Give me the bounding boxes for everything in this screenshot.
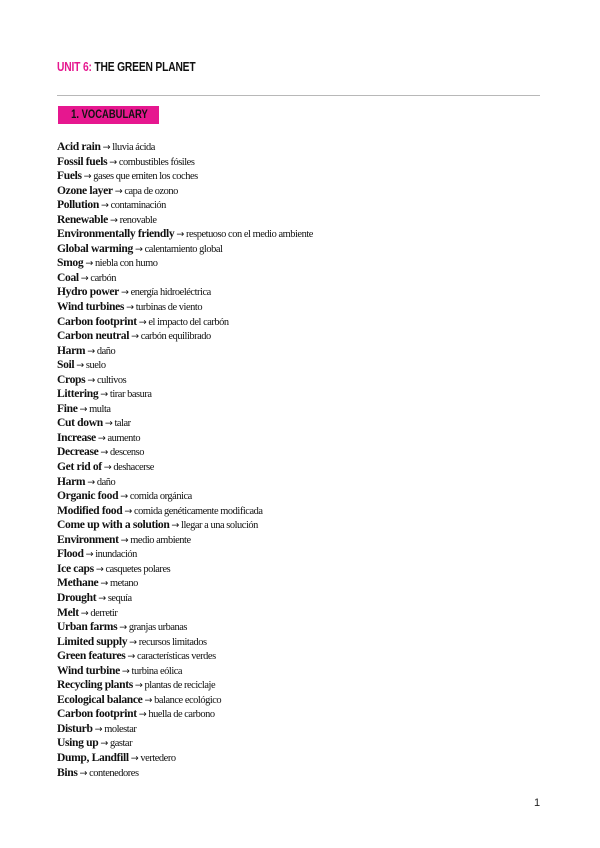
- vocab-term: Using up: [57, 736, 99, 750]
- vocab-term: Fine: [57, 401, 78, 415]
- vocab-term: Acid rain: [57, 140, 101, 153]
- arrow-icon: →: [100, 738, 108, 750]
- vocab-translation: lluvia ácida: [112, 142, 155, 153]
- arrow-icon: →: [124, 505, 132, 517]
- vocab-item: [57, 693, 547, 708]
- vocab-item: [57, 315, 547, 330]
- vocab-term: Come up with a solution: [57, 518, 170, 532]
- vocab-item: [57, 431, 547, 446]
- vocab-translation: turbina eólica: [131, 665, 183, 677]
- vocab-translation: vertedero: [140, 752, 176, 764]
- vocab-translation: el impacto del carbón: [148, 316, 229, 328]
- arrow-icon: →: [80, 607, 89, 619]
- vocab-term: Fuels: [57, 169, 82, 183]
- vocab-term: Harm: [57, 474, 86, 488]
- unit-title: THE GREEN PLANET: [94, 60, 196, 74]
- arrow-icon: →: [83, 171, 92, 183]
- vocab-term: Harm: [57, 343, 86, 357]
- vocab-translation: comida genéticamente modificada: [133, 505, 263, 517]
- arrow-icon: →: [104, 418, 113, 430]
- arrow-icon: →: [97, 432, 106, 444]
- vocab-term: Global warming: [57, 241, 133, 255]
- vocab-term: Organic food: [57, 489, 119, 503]
- vocab-item: [57, 606, 547, 621]
- vocab-translation: tirar basura: [109, 389, 152, 401]
- vocab-translation: aumento: [107, 432, 141, 444]
- vocab-term: Green features: [57, 649, 126, 663]
- vocab-item: [57, 562, 547, 577]
- vocab-translation: combustibles fósiles: [118, 156, 195, 168]
- vocab-item: [57, 678, 547, 693]
- vocab-term: Ice caps: [57, 561, 94, 575]
- page-number: 1: [534, 797, 541, 809]
- vocab-item: [57, 445, 547, 460]
- vocab-translation: turbinas de viento: [135, 302, 203, 314]
- vocab-term: Drought: [57, 590, 97, 604]
- vocab-item: [57, 576, 547, 591]
- vocab-translation: huella de carbono: [148, 709, 215, 721]
- vocab-item: [57, 387, 547, 402]
- arrow-icon: →: [79, 403, 88, 415]
- vocab-translation: contaminación: [110, 200, 166, 212]
- vocab-term: Environment: [57, 532, 119, 546]
- vocab-term: Recycling plants: [57, 678, 133, 692]
- arrow-icon: →: [100, 389, 108, 401]
- arrow-icon: →: [171, 520, 180, 532]
- vocab-term: Get rid of: [57, 460, 102, 474]
- arrow-icon: →: [131, 331, 139, 343]
- arrow-icon: →: [94, 723, 103, 735]
- arrow-icon: →: [76, 360, 84, 372]
- vocab-item: [57, 344, 547, 359]
- vocab-item: [57, 707, 547, 722]
- vocab-item: [57, 620, 547, 635]
- vocab-term: Melt: [57, 605, 79, 619]
- vocab-term: Urban farms: [57, 620, 118, 634]
- arrow-icon: →: [120, 534, 129, 546]
- vocab-translation: suelo: [85, 360, 106, 372]
- arrow-icon: →: [100, 447, 109, 459]
- vocab-translation: talar: [114, 418, 131, 430]
- section-heading-label: 1. VOCABULARY: [71, 109, 148, 121]
- vocab-translation: medio ambiente: [130, 534, 191, 546]
- unit-label: UNIT 6:: [57, 60, 92, 74]
- arrow-icon: →: [126, 302, 134, 314]
- vocab-term: Carbon footprint: [57, 707, 137, 721]
- vocab-item: [57, 722, 547, 737]
- vocab-translation: granjas urbanas: [128, 622, 188, 634]
- arrow-icon: →: [109, 214, 118, 226]
- vocab-item: [57, 358, 547, 373]
- vocab-translation: energía hidroeléctrica: [130, 287, 211, 299]
- vocab-translation: carbón: [90, 272, 116, 284]
- vocab-translation: plantas de reciclaje: [144, 680, 216, 692]
- vocab-translation: respetuoso con el medio ambiente: [185, 229, 313, 241]
- arrow-icon: →: [144, 694, 153, 706]
- vocab-item: [57, 329, 547, 344]
- arrow-icon: →: [87, 476, 95, 488]
- vocab-item: [57, 664, 547, 679]
- vocab-item: [57, 373, 547, 388]
- vocab-translation: carbón equilibrado: [140, 331, 211, 343]
- vocab-translation: comida orgánica: [129, 491, 192, 503]
- vocab-translation: metano: [109, 578, 138, 590]
- vocab-item: [57, 489, 547, 504]
- vocab-item: [57, 416, 547, 431]
- arrow-icon: →: [85, 549, 94, 561]
- vocab-translation: niebla con humo: [94, 258, 158, 270]
- vocab-term: Fossil fuels: [57, 154, 108, 168]
- vocab-item: [57, 649, 547, 664]
- vocab-translation: sequía: [107, 592, 132, 604]
- vocab-item: [57, 213, 547, 228]
- arrow-icon: →: [127, 651, 136, 663]
- vocab-term: Pollution: [57, 198, 99, 212]
- arrow-icon: →: [85, 258, 93, 270]
- vocab-translation: derretir: [90, 607, 118, 619]
- vocab-translation: balance ecológico: [154, 694, 222, 706]
- vocab-item: [57, 547, 547, 562]
- arrow-icon: →: [98, 592, 106, 604]
- vocab-term: Flood: [57, 547, 84, 561]
- vocab-item: [57, 300, 547, 315]
- arrow-icon: →: [80, 272, 89, 284]
- arrow-icon: →: [138, 316, 147, 328]
- vocab-item: [57, 518, 547, 533]
- vocab-term: Increase: [57, 430, 96, 444]
- vocab-translation: calentamiento global: [144, 243, 223, 255]
- vocab-term: Renewable: [57, 212, 108, 226]
- arrow-icon: →: [120, 287, 129, 299]
- vocab-term: Wind turbine: [57, 663, 120, 677]
- vocab-item: [57, 460, 547, 475]
- arrow-icon: →: [129, 636, 137, 648]
- vocab-item: [57, 591, 547, 606]
- arrow-icon: →: [109, 156, 117, 168]
- vocab-translation: inundación: [95, 549, 137, 561]
- vocab-item: [57, 766, 547, 781]
- arrow-icon: →: [176, 229, 184, 241]
- arrow-icon: →: [138, 709, 147, 721]
- vocab-translation: casquetes polares: [105, 563, 171, 575]
- vocab-term: Carbon neutral: [57, 329, 130, 343]
- vocab-translation: llegar a una solución: [181, 520, 258, 532]
- arrow-icon: →: [100, 578, 108, 590]
- arrow-icon: →: [95, 563, 104, 575]
- vocab-item: [57, 285, 547, 300]
- vocab-term: Crops: [57, 372, 86, 386]
- arrow-icon: →: [120, 491, 128, 503]
- vocab-translation: recursos limitados: [138, 636, 207, 648]
- vocab-item: [57, 140, 547, 155]
- vocab-item: [57, 504, 547, 519]
- vocab-term: Ecological balance: [57, 692, 143, 706]
- vocab-term: Wind turbines: [57, 300, 125, 314]
- vocab-translation: renovable: [119, 214, 157, 226]
- vocab-translation: daño: [96, 345, 116, 357]
- vocab-term: Cut down: [57, 416, 103, 430]
- vocab-translation: descenso: [110, 447, 144, 459]
- arrow-icon: →: [87, 345, 95, 357]
- vocab-translation: cultivos: [96, 374, 127, 386]
- vocab-item: [57, 184, 547, 199]
- vocab-term: Bins: [57, 765, 78, 779]
- vocab-item: [57, 402, 547, 417]
- vocab-item: [57, 475, 547, 490]
- vocab-translation: características verdes: [137, 651, 216, 663]
- vocab-item: [57, 736, 547, 751]
- arrow-icon: →: [134, 243, 143, 255]
- vocab-item: [57, 635, 547, 650]
- vocab-term: Coal: [57, 270, 79, 284]
- vocab-term: Limited supply: [57, 634, 128, 648]
- arrow-icon: →: [121, 665, 130, 677]
- vocab-translation: contenedores: [89, 767, 139, 779]
- arrow-icon: →: [102, 142, 111, 153]
- arrow-icon: →: [100, 200, 109, 212]
- vocab-term: Modified food: [57, 503, 123, 517]
- vocab-term: Soil: [57, 358, 75, 372]
- vocab-translation: gastar: [109, 738, 133, 750]
- arrow-icon: →: [87, 374, 95, 386]
- vocab-term: Smog: [57, 256, 84, 270]
- unit-header: [57, 60, 195, 74]
- arrow-icon: →: [130, 752, 139, 764]
- vocab-term: Hydro power: [57, 285, 119, 299]
- vocab-translation: molestar: [104, 723, 137, 735]
- vocab-term: Disturb: [57, 721, 93, 735]
- vocab-item: [57, 198, 547, 213]
- vocabulary-list: [57, 140, 547, 780]
- vocab-translation: deshacerse: [113, 462, 154, 474]
- arrow-icon: →: [79, 767, 88, 779]
- vocab-item: [57, 751, 547, 766]
- vocab-translation: multa: [89, 403, 111, 415]
- vocab-translation: gases que emiten los coches: [93, 171, 198, 183]
- vocab-translation: daño: [96, 476, 116, 488]
- vocab-item: [57, 533, 547, 548]
- header-divider: [57, 95, 540, 96]
- vocab-item: [57, 169, 547, 184]
- arrow-icon: →: [134, 680, 143, 692]
- vocab-translation: capa de ozono: [124, 185, 178, 197]
- vocab-item: [57, 256, 547, 271]
- vocab-term: Littering: [57, 387, 99, 401]
- arrow-icon: →: [103, 462, 112, 474]
- vocab-term: Environmentally friendly: [57, 227, 175, 241]
- vocab-item: [57, 271, 547, 286]
- arrow-icon: →: [114, 185, 123, 197]
- vocab-item: [57, 242, 547, 257]
- vocab-term: Methane: [57, 576, 99, 590]
- vocab-term: Carbon footprint: [57, 314, 137, 328]
- arrow-icon: →: [119, 622, 127, 634]
- vocab-term: Dump, Landfill: [57, 750, 129, 764]
- section-heading-vocabulary: [58, 106, 159, 124]
- vocab-item: [57, 155, 547, 170]
- vocab-term: Ozone layer: [57, 183, 113, 197]
- vocab-item: [57, 227, 547, 242]
- vocab-term: Decrease: [57, 445, 99, 459]
